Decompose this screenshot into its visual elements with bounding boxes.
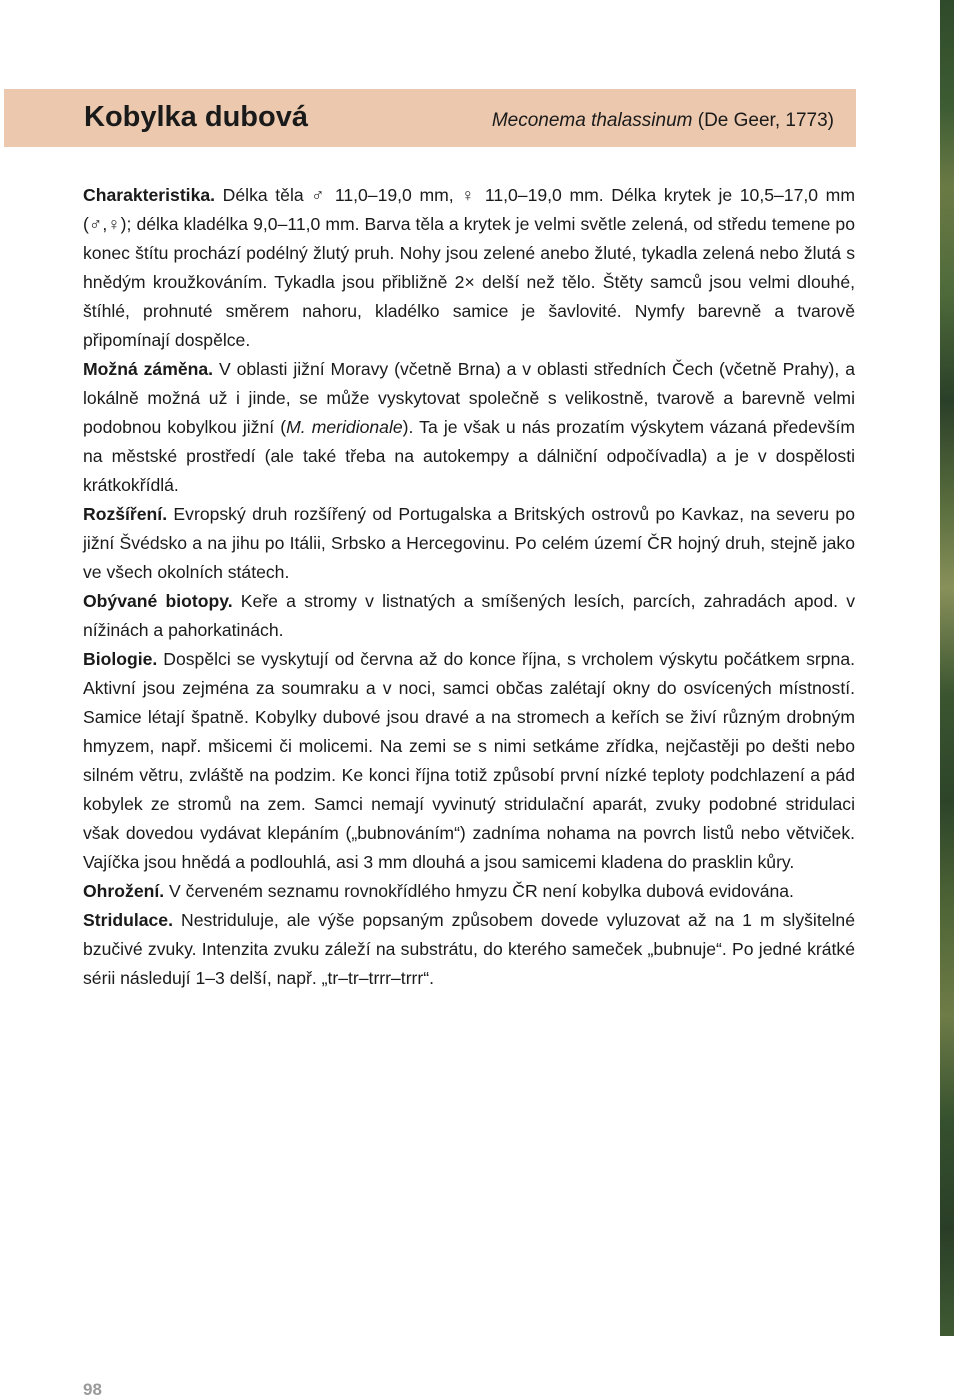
header-band: [4, 89, 856, 147]
species-author: (De Geer, 1773): [692, 110, 834, 131]
section-text: Délka těla ♂ 11,0–19,0 mm, ♀ 11,0–19,0 mm. Délka krytek je 10,5–17,0 mm (♂,♀); délka kladélka 9,0–11,0 mm. Barva těla a krytek je velmi světle zelená, od středu temene po konec štítu prochází podélný žlutý pruh. Nohy jsou zelené anebo žluté, tykadla zelená nebo žlutá s hnědým kroužkováním. Tykadla jsou přibližně 2× delší než tělo. Štěty samců jsou velmi dlouhé, štíhlé, prohnuté směrem nahoru, kladélko samice je šavlovité. Nymfy barevně a tvarově připomínají dospělce.: [83, 185, 855, 350]
section-label: Stridulace.: [83, 910, 173, 930]
section-label: Rozšíření.: [83, 504, 168, 524]
page-number: 98: [83, 1380, 102, 1399]
section-text: Dospělci se vyskytují od června až do konce října, s vrcholem výskytu počátkem srpna. Aktivní jsou zejména za soumraku a v noci, samci občas zalétají okny do osvícených místností. Samice létají špatně. Kobylky dubové jsou dravé a na stromech a keřích se živí různým drobným hmyzem, např. mšicemi či molicemi. Na zemi se s nimi setkáme zřídka, nejčastěji po dešti nebo silném větru, zvláště na podzim. Ke konci října totiž způsobí první nízké teploty podchlazení a pád kobylek ze stromů na zem. Samci nemají vyvinutý stridulační aparát, zvuky podobné stridulaci však dovedou vydávat klepáním („bubnováním“) zadníma nohama na povrch listů nebo větviček. Vajíčka jsou hnědá a podlouhlá, asi 3 mm dlouhá a jsou samicemi kladena do prasklin kůry.: [83, 649, 855, 872]
section-rozsireni: [83, 500, 855, 587]
page-title: Kobylka dubová: [84, 101, 308, 133]
section-biologie: [83, 645, 855, 877]
section-zamena: [83, 355, 855, 500]
section-ohrozeni: [83, 877, 855, 906]
section-text: V oblasti jižní Moravy (včetně Brna) a v oblasti středních Čech (včetně Prahy), a lokálně možná už i jinde, se může vyskytovat společně s velikostně, tvarově a barevně velmi podobnou kobylkou jižní (: [83, 359, 855, 437]
section-label: Charakteristika.: [83, 185, 216, 205]
section-stridulace: [83, 906, 855, 993]
section-text: Nestriduluje, ale výše popsaným způsobem dovede vyluzovat až na 1 m slyšitelné bzučivé zvuky. Intenzita zvuku záleží na substrátu, do kterého sameček „bubnuje“. Po jedné krátké sérii následují 1–3 delší, např. „tr–tr–trrr–trrr“.: [83, 910, 855, 988]
section-label: Možná záměna.: [83, 359, 214, 379]
section-label: Biologie.: [83, 649, 158, 669]
section-label: Obývané biotopy.: [83, 591, 233, 611]
species-reference: M. meridionale: [286, 417, 403, 437]
section-text: V červeném seznamu rovnokřídlého hmyzu ČR není kobylka dubová evidována.: [164, 881, 794, 901]
section-text: Evropský druh rozšířený od Portugalska a Britských ostrovů po Kavkaz, na severu po jižní Švédsko a na jihu po Itálii, Srbsko a Hercegovinu. Po celém území ČR hojný druh, stejně jako ve všech okolních státech.: [83, 504, 855, 582]
side-photo-strip: [940, 0, 954, 1336]
section-text: ). Ta je však u nás prozatím výskytem vázaná především na městské prostředí (ale také třeba na autokempy a dálniční odpočívadla) a je v dospělosti krátkokřídlá.: [83, 417, 855, 495]
species-latin: Meconema thalassinum: [491, 110, 693, 131]
section-label: Ohrožení.: [83, 881, 165, 901]
article-body: [83, 181, 855, 993]
section-biotopy: [83, 587, 855, 645]
section-text: Keře a stromy v listnatých a smíšených lesích, parcích, zahradách apod. v nížinách a pahorkatinách.: [83, 591, 855, 640]
section-charakteristika: [83, 181, 855, 355]
species-name: [492, 110, 834, 132]
